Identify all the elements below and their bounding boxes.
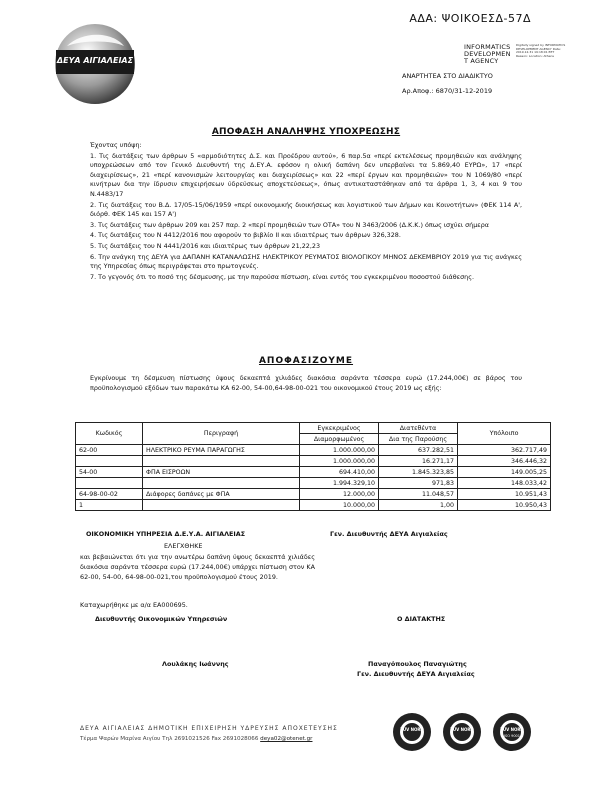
cell-allocated: 16.271,17 (379, 456, 458, 467)
consideration-item: 6. Την ανάγκη της ΔΕΥΑ για ΔΑΠΑΝΗ ΚΑΤΑΝΑΛΩΣΗΣ ΗΛΕΚΤΡΙΚΟΥ ΡΕΥΜΑΤΟΣ ΒΙΟΛΟΓΙΚΟΥ ΜΗΝΟΣ ΔΕΚΕΜΒΡΙΟΥ 2019 για τις ανάγκες της Υπηρεσίας όπως περιγράφεται στο πρωτογενές. (90, 252, 522, 271)
col-allocated: Διατεθέντα (379, 423, 458, 434)
registration-number: Καταχωρήθηκε με α/α ΕΑ000695. (80, 601, 188, 609)
cert-label: TÜV NORD (500, 727, 524, 732)
cell-approved: 1.994.329,10 (300, 478, 379, 489)
cell-remaining: 362.717,49 (458, 445, 551, 456)
organization-logo (52, 16, 138, 112)
cell-remaining: 10.950,43 (458, 500, 551, 511)
financial-service-heading: ΟΙΚΟΝΟΜΙΚΗ ΥΠΗΡΕΣΙΑ Δ.Ε.Υ.Α. ΑΙΓΙΑΛΕΙΑΣ (86, 530, 246, 538)
col-approved: Εγκεκριμένος (300, 423, 379, 434)
cell-desc (143, 500, 300, 511)
posting-note: ΑΝΑΡΤΗΤΕΑ ΣΤΟ ΔΙΑΔΙΚΤΥΟ (402, 72, 493, 80)
cell-allocated: 971,83 (379, 478, 458, 489)
cell-allocated: 1.845.323,85 (379, 467, 458, 478)
cell-allocated: 11.048,57 (379, 489, 458, 500)
footer-contact-text: Τέρμα Ψαρών Μαρίνα Αιγίου Τηλ 2691021526 Fax 2691028066 (80, 736, 259, 742)
financial-certification: και βεβαιώνεται ότι για την ανωτέρω δαπάνη ύψους δεκαεπτά χιλιάδες διακόσια σαράντα τέσσερα ευρώ (17.244,00€) υπάρχει πίστωση στον ΚΑ 62-00, 54-00, 64-98-00-021,του προϋπολογισμού έτους 2019. (80, 553, 315, 581)
col-description: Περιγραφή (143, 423, 300, 445)
col-code: Κωδικός (76, 423, 143, 445)
general-director-title: Γεν. Διευθυντής ΔΕΥΑ Αιγιαλείας (330, 530, 448, 538)
checked-label: ΕΛΕΓΧΘΗΚΕ (164, 542, 203, 550)
col-allocated-sub: Δια της Παρούσης (379, 434, 458, 445)
table-row (76, 478, 551, 489)
table-row (76, 445, 551, 456)
signature-details: Digitally signed by INFORMATICS DEVELOPMENT AGENCY Date: 2019.12.31 19:18:01 EET Reason: Location: Athens (516, 43, 566, 58)
cell-code: 1 (76, 500, 143, 511)
tuv-seal-icon (492, 712, 532, 752)
cell-remaining: 149.005,25 (458, 467, 551, 478)
cell-desc (143, 478, 300, 489)
director-title: Γεν. Διευθυντής ΔΕΥΑ Αιγιαλείας (357, 670, 475, 678)
order-title: Ο ΔΙΑΤΑΚΤΗΣ (397, 615, 446, 623)
director-name: Παναγόπουλος Παναγιώτης (368, 660, 467, 668)
cell-approved: 1.000.000,00 (300, 445, 379, 456)
footer-contact (80, 736, 312, 742)
consideration-item: 2. Τις διατάξεις του Β.Δ. 17/05-15/06/1959 «περί οικονομικής διοικήσεως και λογιστικού των Δήμων και Κοινοτήτων» (ΦΕΚ 114 Α', διόρθ. ΦΕΚ 145 και 157 Α') (90, 200, 522, 219)
table-row (76, 467, 551, 478)
cell-code: 54-00 (76, 467, 143, 478)
finance-director-title: Διευθυντής Οικονομικών Υπηρεσιών (95, 615, 228, 623)
cell-allocated: 637.282,51 (379, 445, 458, 456)
cell-desc: ΦΠΑ ΕΙΣΡΟΩΝ (143, 467, 300, 478)
footer-email[interactable]: deya02@otenet.gr (260, 736, 313, 742)
table-row (76, 489, 551, 500)
cell-desc (143, 456, 300, 467)
cert-standard: ISO 9001 (503, 734, 521, 738)
cert-label: TÜV NORD (400, 727, 424, 732)
tuv-seal-icon (392, 712, 432, 752)
cell-approved: 694.410,00 (300, 467, 379, 478)
document-title: ΑΠΟΦΑΣΗ ΑΝΑΛΗΨΗΣ ΥΠΟΧΡΕΩΣΗΣ (211, 127, 401, 137)
consideration-item: 1. Τις διατάξεις των άρθρων 5 «αρμοδιότητες Δ.Σ. και Προέδρου αυτού», 6 παρ.5α «περί εκτελέσεως προμηθειών και ανάληψης υποχρεώσεων από τον Γενικό Διευθυντή της Δ.ΕΥ.Α. εφόσον η ολική δαπάνη δεν υπερβαίνει τα 5.869,40 ΕΥΡΩ», 17 «περί διαχειρίσεως», 21 «περί κανονισμών λειτουργίας και διαχειρίσεως» και 22 «περί έργων και προμηθειών» του Ν 1069/80 «περί κινήτρων δια την ίδρυσιν επιχειρήσεων ύδρεύσεως αποχετεύσεως», όπως αντικαταστάθηκαν από τα άρθρα 1, 3, 4 και 9 του Ν.4483/17 (90, 151, 522, 198)
table-header-row (76, 423, 551, 434)
consideration-item: 7. Το γεγονός ότι το ποσό της δέσμευσης, με την παρούσα πίστωση, είναι εντός του εγκεκριμένου ποσοστού διάθεσης. (90, 272, 474, 281)
cell-code (76, 478, 143, 489)
cell-approved: 12.000,00 (300, 489, 379, 500)
cell-remaining: 346.446,32 (458, 456, 551, 467)
budget-table (75, 422, 551, 511)
decision-heading: ΑΠΟΦΑΣΙΖΟΥΜΕ (258, 356, 354, 366)
intro-text: Έχοντας υπόψη: (90, 141, 142, 149)
cell-code (76, 456, 143, 467)
cell-allocated: 1,00 (379, 500, 458, 511)
cell-desc: Διάφορες δαπάνες με ΦΠΑ (143, 489, 300, 500)
col-remaining: Υπόλοιπο (458, 423, 551, 445)
footer-organization: ΔΕΥΑ ΑΙΓΙΑΛΕΙΑΣ ΔΗΜΟΤΙΚΗ ΕΠΙΧΕΙΡΗΣΗ ΥΔΡΕΥΣΗΣ ΑΠΟΧΕΤΕΥΣΗΣ (80, 725, 338, 732)
cell-approved: 10.000,00 (300, 500, 379, 511)
cert-label: TÜV NORD (450, 727, 474, 732)
consideration-item: 4. Τις διατάξεις του Ν 4412/2016 που αφορούν το βιβλίο ΙΙ και ιδιαιτέρως των άρθρων 326,328. (90, 231, 401, 240)
protocol-number: Αρ.Αποφ.: 6870/31-12-2019 (402, 87, 493, 95)
cell-remaining: 10.951,43 (458, 489, 551, 500)
decision-text: Εγκρίνουμε τη δέσμευση πίστωσης ύψους δεκαεπτά χιλιάδες διακόσια σαράντα τέσσερα ευρώ (17.244,00€) σε βάρος του προϋπολογισμού εξόδων των παρακάτω ΚΑ 62-00, 54-00,64-98-00-021 του οικονομικού έτους 2019 ως εξής: (90, 374, 522, 392)
cell-code: 64-98-00-02 (76, 489, 143, 500)
cell-remaining: 148.033,42 (458, 478, 551, 489)
cell-desc: ΗΛΕΚΤΡΙΚΟ ΡΕΥΜΑ ΠΑΡΑΓΩΓΗΣ (143, 445, 300, 456)
consideration-item: 3. Τις διατάξεις των άρθρων 209 και 257 παρ. 2 «περί προμηθειών των ΟΤΑ» του Ν 3463/2006 (Δ.Κ.Κ.) όπως ισχύει σήμερα (90, 220, 490, 229)
col-approved-sub: Διαμορφωμένος (300, 434, 379, 445)
digital-signature-block (464, 44, 574, 65)
logo-text: ΔΕΥΑ ΑΙΓΙΑΛΕΙΑΣ (56, 56, 134, 65)
cell-code: 62-00 (76, 445, 143, 456)
consideration-item: 5. Τις διατάξεις του Ν 4441/2016 και ιδιαιτέρως των άρθρων 21,22,23 (90, 241, 321, 250)
considerations (90, 141, 522, 283)
tuv-seal-icon (442, 712, 482, 752)
cell-approved: 1.000.000,00 (300, 456, 379, 467)
signer-name: INFORMATICS DEVELOPMEN T AGENCY (464, 43, 511, 65)
ada-code: ΑΔΑ: ΨΟΙΚΟΕΣΔ-57Δ (409, 12, 531, 25)
table-row (76, 456, 551, 467)
table-row (76, 500, 551, 511)
finance-director-name: Λουλάκης Ιωάννης (162, 660, 229, 668)
